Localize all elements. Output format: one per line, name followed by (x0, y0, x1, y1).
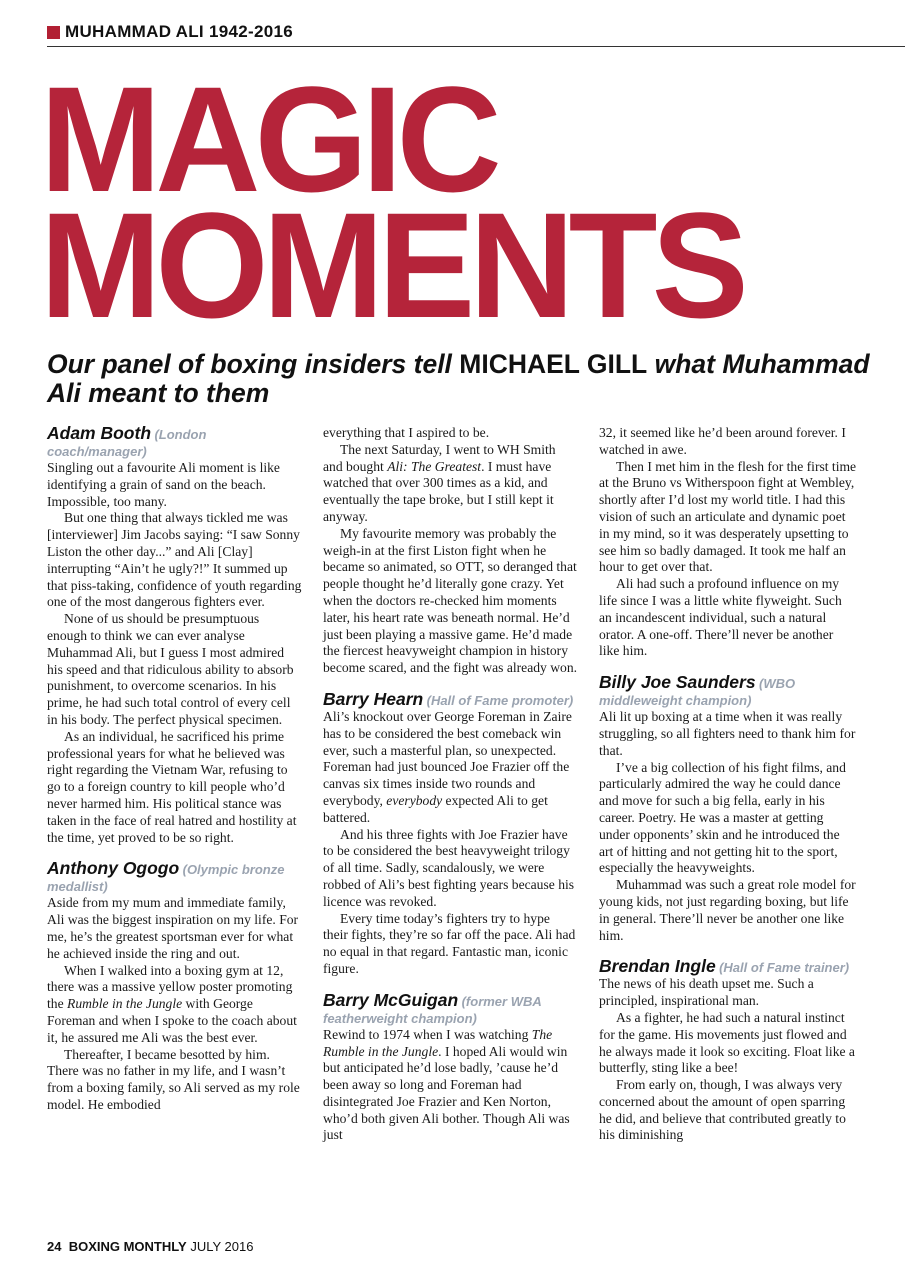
headline (40, 55, 884, 349)
paragraph: everything that I aspired to be. (323, 425, 490, 440)
panelist-name: Brendan Ingle (599, 956, 716, 977)
section-kicker (47, 22, 293, 42)
text-run: Ali’s knockout over George Foreman in Zaire has to be considered the best comeback win ever, such a masterful plan, so unexpected. Foreman had just bounced Joe Frazier off the canvas six times inside two rounds and everybody, (323, 708, 572, 808)
section-heading (323, 688, 578, 709)
italic-title: The Rumble in the Jungle (323, 1026, 553, 1059)
paragraph (323, 709, 578, 827)
paragraph: Aside from my mum and immediate family, Ali was the biggest inspiration on my life. For me, he’s the greatest sportsman ever for what he achieved inside the ring and out. (47, 895, 299, 961)
section-heading (599, 674, 857, 709)
paragraph: Muhammad was such a great role model for young kids, not just regarding boxing, but life in general. There’ll never be another one like him. (599, 877, 856, 943)
italic-title: Ali: The Greatest (387, 458, 482, 474)
paragraph: The news of his death upset me. Such a principled, inspirational man. (599, 976, 814, 1009)
text-run: The next Saturday, I went to WH Smith and bought (323, 441, 556, 474)
standfirst-part-3: what Muhammad Ali meant to them (47, 349, 870, 408)
paragraph (47, 963, 302, 1047)
magazine-name: BOXING MONTHLY (68, 1239, 187, 1254)
text-run: expected Ali to get battered. (323, 792, 548, 825)
kicker-square-icon (47, 26, 60, 39)
standfirst-part-1: Our panel of boxing insiders tell (47, 349, 460, 379)
text-run: . I must have watched that over 300 times as a kid, and eventually the tape broke, but I still kept it anyway. (323, 458, 554, 524)
paragraph (323, 442, 578, 526)
paragraph: Then I met him in the flesh for the first time at the Bruno vs Witherspoon fight at Wembley, shortly after I’d lost my world title. I had this vision of such an articulate and dynamic poet in my mind, so it was desperately upsetting to see him so badly damaged. It took me half an hour to get over that. (599, 458, 857, 575)
page-footer (47, 1239, 253, 1254)
panelist-role: (Hall of Fame trainer) (719, 960, 850, 976)
standfirst-byline: MICHAEL GILL (459, 349, 648, 379)
panelist-role: (Hall of Fame promoter) (426, 692, 574, 708)
column-3 (599, 425, 857, 1144)
text-run: . I hoped Ali would win but anticipated he’d lose badly, ’cause he’d been away so long and Foreman had disintegrated Joe Frazier and Ken Norton, who’d both given Ali bother. Though Ali was just (323, 1043, 570, 1143)
panelist-name: Billy Joe Saunders (599, 672, 756, 693)
section-heading (47, 425, 302, 460)
section-heading (599, 958, 857, 976)
paragraph: As an individual, he sacrificed his prime professional years for what he believed was right regarding the Vietnam War, refusing to go to a foreign country to kill people who’d never harmed him. His political stance was taken in the face of real hatred and hostility at the time, yet proved to be so right. (47, 728, 297, 845)
text-run: Rewind to 1974 when I was watching (323, 1026, 532, 1042)
headline-line-2: MOMENTS (40, 181, 743, 349)
paragraph: I’ve a big collection of his fight films, and particularly admired the way he could dance and move for such a big fella, early in his career. Poetry. He was a master at getting under opponents’ skin and he introduced the art of hitting and not getting hit to the sport, especially the heavyweights. (599, 759, 846, 876)
paragraph: As a fighter, he had such a natural instinct for the game. His movements just flowed and he always made it look so exciting. Float like a butterfly, sting like a bee! (599, 1009, 855, 1076)
panelist-role: (London coach/manager) (47, 427, 207, 459)
panelist-name: Adam Booth (47, 423, 152, 443)
column-2 (323, 425, 578, 1144)
paragraph: Thereafter, I became besotted by him. There was no father in my life, and I wasn’t from a boxing family, so Ali served as my role model. He embodied (47, 1046, 300, 1112)
column-1 (47, 425, 302, 1114)
panelist-role: (Olympic bronze medallist) (47, 862, 285, 895)
paragraph (323, 1027, 578, 1145)
italic-word: everybody (386, 792, 443, 808)
panelist-name: Anthony Ogogo (47, 858, 180, 879)
italic-title: Rumble in the Jungle (67, 996, 183, 1012)
text-run: with George Foreman and when I spoke to the coach about it, he assured me Ali was the best ever. (47, 996, 297, 1045)
panelist-name: Barry Hearn (323, 688, 424, 709)
section-heading (323, 989, 578, 1027)
panelist-role: (former WBA featherweight champion) (323, 993, 542, 1026)
paragraph: Ali lit up boxing at a time when it was really struggling, so all fighters need to thank him for that. (599, 709, 856, 758)
header-rule (47, 46, 905, 47)
paragraph: 32, it seemed like he’d been around forever. I watched in awe. (599, 425, 846, 457)
paragraph: My favourite memory was probably the weigh-in at the first Liston fight when he became so animated, so OTT, so deranged that people thought he’d literally gone crazy. Yet when the doctors re-checked him moments later, his heart rate was beneath normal. He’d just been playing a massive game. He’d made the fiercest heavyweight champion in history become scared, and the fight was already won. (323, 525, 578, 676)
paragraph: And his three fights with Joe Frazier have to be considered the best heavyweight trilogy of all time. Sadly, scandalously, we were robbed of Ali’s best fighting years because his licence was revoked. (323, 826, 575, 909)
standfirst (47, 350, 877, 408)
panelist-role: (WBO middleweight champion) (599, 676, 796, 709)
section-heading (47, 860, 302, 895)
paragraph: From early on, though, I was always very concerned about the amount of open sparring he did, and believe that contributed greatly to his diminishing (599, 1077, 846, 1143)
headline-line-1: MAGIC (40, 55, 496, 223)
paragraph: Ali had such a profound influence on my life since I was a little white flyweight. Such an incandescent individual, such a natural orator. A one-off. There’ll never be another like him. (599, 576, 842, 659)
paragraph: None of us should be presumptuous enough to think we can ever analyse Muhammad Ali, but I guess I most admired his speed and that ridiculous ability to absorb punishment, to overcome scenarios. In his prime, he had such total control of every cell in his body. The perfect physical specimen. (47, 611, 294, 727)
text-run: When I walked into a boxing gym at 12, there was a massive yellow poster promoting the (47, 962, 293, 1012)
paragraph: Singling out a favourite Ali moment is like identifying a grain of sand on the beach. Impossible, too many. (47, 460, 280, 509)
issue-date: JULY 2016 (190, 1239, 254, 1254)
paragraph: But one thing that always tickled me was [interviewer] Jim Jacobs saying: “I saw Sonny Liston the other day...” and Ali [Clay] interrupting “Ain’t he ugly?!” It summed up that piss-taking, confidence of youth regarding one of the most dangerous fighters ever. (47, 510, 302, 610)
page-number: 24 (47, 1239, 62, 1254)
paragraph: Every time today’s fighters try to hype their fights, they’re so far off the pace. Ali had no equal in that regard. Fantastic man, iconic figure. (323, 910, 576, 976)
panelist-name: Barry McGuigan (323, 989, 459, 1010)
kicker-text: MUHAMMAD ALI 1942-2016 (65, 22, 293, 41)
